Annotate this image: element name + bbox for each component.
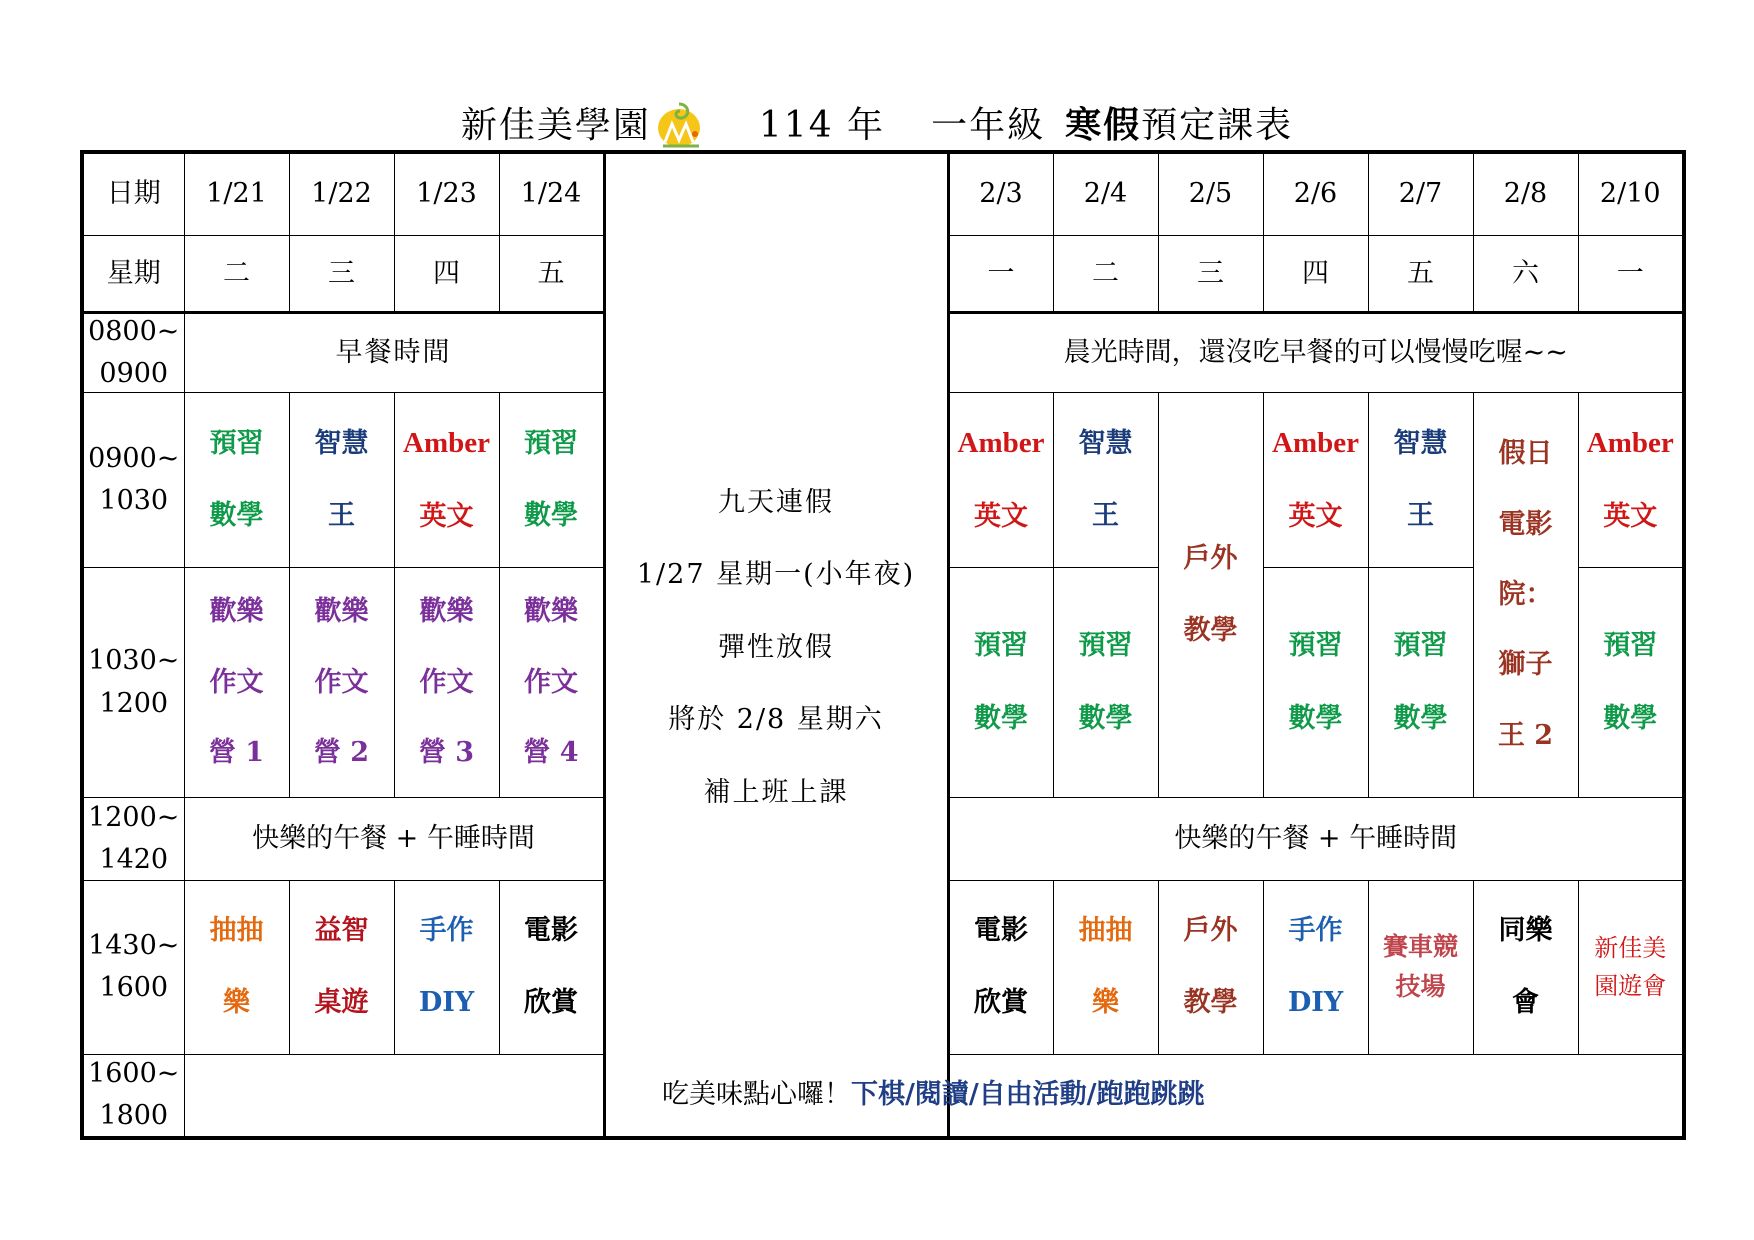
time-slot bbox=[82, 1054, 184, 1138]
class-line: 營 2 bbox=[313, 736, 370, 768]
class-line: 會 bbox=[1512, 987, 1539, 1019]
activity-cell bbox=[184, 880, 289, 1054]
date-cell: 2/10 bbox=[1578, 152, 1684, 236]
holiday-line: 將於 2/8 星期六 bbox=[668, 704, 884, 736]
class-line: 欣賞 bbox=[974, 987, 1028, 1019]
time-end: 1600 bbox=[99, 972, 169, 1004]
weekday-cell: 四 bbox=[394, 236, 499, 313]
snack-cell bbox=[184, 1054, 1684, 1138]
activity-cell bbox=[1053, 880, 1158, 1054]
class-cell bbox=[289, 392, 394, 567]
schedule-table bbox=[80, 150, 1686, 1140]
activity-cell bbox=[948, 880, 1053, 1054]
class-line: 作文 bbox=[209, 666, 264, 698]
lunch-left: 快樂的午餐 + 午睡時間 bbox=[184, 798, 604, 881]
class-line: 營 1 bbox=[208, 736, 265, 768]
class-cell bbox=[948, 392, 1053, 567]
class-cell bbox=[499, 392, 604, 567]
class-line: 智慧 bbox=[314, 427, 369, 459]
time-end: 1030 bbox=[99, 484, 169, 516]
class-line: 數學 bbox=[1288, 702, 1343, 734]
class-line: 電影 bbox=[974, 915, 1028, 947]
time-slot bbox=[82, 568, 184, 798]
class-cell bbox=[1578, 392, 1684, 567]
date-cell: 1/23 bbox=[394, 152, 499, 236]
class-line: 英文 bbox=[974, 501, 1028, 533]
class-line: 預習 bbox=[974, 630, 1028, 662]
time-start: 1430~ bbox=[88, 930, 180, 962]
class-line: 桌遊 bbox=[314, 987, 369, 1019]
weekday-cell: 一 bbox=[948, 236, 1053, 313]
holiday-line: 彈性放假 bbox=[718, 631, 834, 663]
time-slot bbox=[82, 880, 184, 1054]
school-name: 新佳美學園 bbox=[460, 104, 651, 146]
class-cell bbox=[1053, 568, 1158, 798]
class-line: 王 bbox=[1407, 499, 1434, 531]
weekday-cell: 五 bbox=[499, 236, 604, 313]
holiday-line: 補上班上課 bbox=[703, 776, 849, 808]
class-line: 電影 bbox=[1498, 508, 1553, 540]
time-end: 1800 bbox=[99, 1100, 169, 1132]
outdoor-class-cell bbox=[1158, 392, 1263, 797]
date-cell: 2/6 bbox=[1263, 152, 1368, 236]
class-line: 歡樂 bbox=[209, 596, 264, 628]
time-start: 1200~ bbox=[88, 801, 180, 833]
time-slot bbox=[82, 798, 184, 881]
weekday-cell: 二 bbox=[184, 236, 289, 313]
snack-row bbox=[82, 1054, 1684, 1138]
date-cell: 1/24 bbox=[499, 152, 604, 236]
class-line: Amber bbox=[957, 427, 1045, 460]
title-rest: 預定課表 bbox=[1141, 104, 1294, 146]
class-line: 欣賞 bbox=[524, 987, 578, 1019]
date-cell: 1/22 bbox=[289, 152, 394, 236]
time-end: 1200 bbox=[99, 687, 169, 719]
activity-cell bbox=[1473, 880, 1578, 1054]
date-cell: 2/7 bbox=[1368, 152, 1473, 236]
class-line: 數學 bbox=[524, 499, 578, 531]
page-title bbox=[0, 92, 1754, 152]
class-line: 作文 bbox=[419, 666, 474, 698]
breakfast-left: 早餐時間 bbox=[184, 313, 604, 392]
time-end: 1420 bbox=[99, 844, 169, 876]
time-start: 0900~ bbox=[88, 442, 180, 474]
class-line: 歡樂 bbox=[524, 596, 578, 628]
activity-cell bbox=[289, 880, 394, 1054]
time-end: 0900 bbox=[99, 358, 169, 390]
class-line: DIY bbox=[1287, 987, 1344, 1019]
class-line: 王 bbox=[1092, 499, 1119, 531]
holiday-line: 1/27 星期一(小年夜) bbox=[636, 559, 916, 591]
class-line: 教學 bbox=[1183, 615, 1238, 647]
class-cell bbox=[1263, 392, 1368, 567]
class-line: 電影 bbox=[524, 915, 578, 947]
activity-cell bbox=[1158, 880, 1263, 1054]
class-line: 預習 bbox=[1603, 630, 1658, 662]
class-cell bbox=[394, 568, 499, 798]
holiday-line: 九天連假 bbox=[718, 487, 834, 518]
date-cell: 2/3 bbox=[948, 152, 1053, 236]
date-cell: 2/4 bbox=[1053, 152, 1158, 236]
class-line: 數學 bbox=[1393, 702, 1448, 734]
time-slot bbox=[82, 392, 184, 567]
time-start: 1030~ bbox=[88, 645, 180, 677]
class-line: 數學 bbox=[1078, 702, 1133, 734]
class-line: 院： bbox=[1498, 578, 1553, 610]
class-line: DIY bbox=[418, 987, 475, 1019]
class-cell bbox=[499, 568, 604, 798]
weekday-cell: 三 bbox=[289, 236, 394, 313]
class-line: 歡樂 bbox=[314, 596, 369, 628]
class-line: 王 bbox=[328, 499, 355, 531]
class-line: 獅子 bbox=[1498, 649, 1553, 681]
school-logo-icon bbox=[655, 94, 705, 150]
class-line: Amber bbox=[1272, 427, 1359, 460]
class-line: 數學 bbox=[1603, 702, 1658, 734]
activity-cell bbox=[1578, 880, 1684, 1054]
class-line: 英文 bbox=[1288, 501, 1343, 533]
class-line: 英文 bbox=[419, 501, 474, 533]
activity-cell bbox=[499, 880, 604, 1054]
class-line: 園遊會 bbox=[1594, 972, 1667, 1001]
class-line: 營 4 bbox=[523, 736, 579, 768]
weekday-cell: 四 bbox=[1263, 236, 1368, 313]
class-line: 戶外 bbox=[1183, 915, 1238, 947]
weekday-cell: 一 bbox=[1578, 236, 1684, 313]
class-cell bbox=[1578, 568, 1684, 798]
date-header: 日期 bbox=[82, 152, 184, 236]
class-line: 智慧 bbox=[1078, 427, 1133, 459]
class-line: 新佳美 bbox=[1594, 933, 1667, 962]
activity-cell bbox=[394, 880, 499, 1054]
time-start: 0800~ bbox=[88, 315, 180, 347]
class-line: 數學 bbox=[974, 702, 1028, 734]
time-slot bbox=[82, 313, 184, 392]
class-line: 王 2 bbox=[1497, 719, 1554, 751]
class-line: 數學 bbox=[209, 499, 264, 531]
class-cell bbox=[394, 392, 499, 567]
class-line: 同樂 bbox=[1498, 915, 1553, 947]
class-line: 樂 bbox=[223, 987, 250, 1019]
class-line: 假日 bbox=[1498, 438, 1553, 470]
class-line: 智慧 bbox=[1393, 427, 1448, 459]
activity-cell bbox=[1263, 880, 1368, 1054]
class-line: 手作 bbox=[1288, 915, 1343, 947]
class-line: 戶外 bbox=[1183, 542, 1238, 574]
snack-prefix: 吃美味點心囉！ bbox=[661, 1079, 851, 1111]
class-line: Amber bbox=[1586, 427, 1674, 460]
lunch-right: 快樂的午餐 + 午睡時間 bbox=[948, 798, 1684, 881]
class-line: 預習 bbox=[1393, 630, 1448, 662]
class-line: 技場 bbox=[1395, 972, 1446, 1002]
class-line: Amber bbox=[403, 427, 490, 460]
class-line: 作文 bbox=[314, 666, 369, 698]
date-cell: 2/5 bbox=[1158, 152, 1263, 236]
grade-label: 一年級 bbox=[931, 104, 1046, 146]
school-year: 114 年 bbox=[758, 104, 886, 146]
class-line: 歡樂 bbox=[419, 596, 474, 628]
weekday-cell: 五 bbox=[1368, 236, 1473, 313]
class-line: 教學 bbox=[1183, 987, 1238, 1019]
date-row bbox=[82, 152, 1684, 236]
holiday-notice bbox=[604, 152, 948, 1138]
class-cell bbox=[948, 568, 1053, 798]
breakfast-right: 晨光時間，還沒吃早餐的可以慢慢吃喔~~ bbox=[948, 313, 1684, 392]
weekday-cell: 三 bbox=[1158, 236, 1263, 313]
class-cell bbox=[184, 568, 289, 798]
class-line: 預習 bbox=[1078, 630, 1133, 662]
term-label: 寒假 bbox=[1065, 103, 1142, 146]
class-cell bbox=[184, 392, 289, 567]
date-cell: 2/8 bbox=[1473, 152, 1578, 236]
class-line: 預習 bbox=[209, 427, 264, 459]
class-cell bbox=[1263, 568, 1368, 798]
class-line: 英文 bbox=[1603, 501, 1658, 533]
class-line: 抽抽 bbox=[1078, 915, 1133, 947]
class-line: 手作 bbox=[419, 915, 474, 947]
class-line: 抽抽 bbox=[209, 915, 264, 947]
class-line: 作文 bbox=[524, 666, 578, 698]
class-line: 營 3 bbox=[418, 736, 475, 768]
time-start: 1600~ bbox=[88, 1058, 180, 1090]
movie-day-cell bbox=[1473, 392, 1578, 797]
snack-activities: 下棋/閱讀/自由活動/跑跑跳跳 bbox=[850, 1079, 1205, 1111]
class-cell bbox=[1053, 392, 1158, 567]
class-cell bbox=[1368, 568, 1473, 798]
weekday-header: 星期 bbox=[82, 236, 184, 313]
class-line: 樂 bbox=[1092, 987, 1119, 1019]
weekday-cell: 六 bbox=[1473, 236, 1578, 313]
class-line: 賽車競 bbox=[1382, 932, 1458, 962]
class-line: 益智 bbox=[314, 915, 369, 947]
class-line: 預習 bbox=[1288, 630, 1343, 662]
class-cell bbox=[289, 568, 394, 798]
class-cell bbox=[1368, 392, 1473, 567]
date-cell: 1/21 bbox=[184, 152, 289, 236]
weekday-cell: 二 bbox=[1053, 236, 1158, 313]
activity-cell bbox=[1368, 880, 1473, 1054]
class-line: 預習 bbox=[524, 427, 578, 459]
